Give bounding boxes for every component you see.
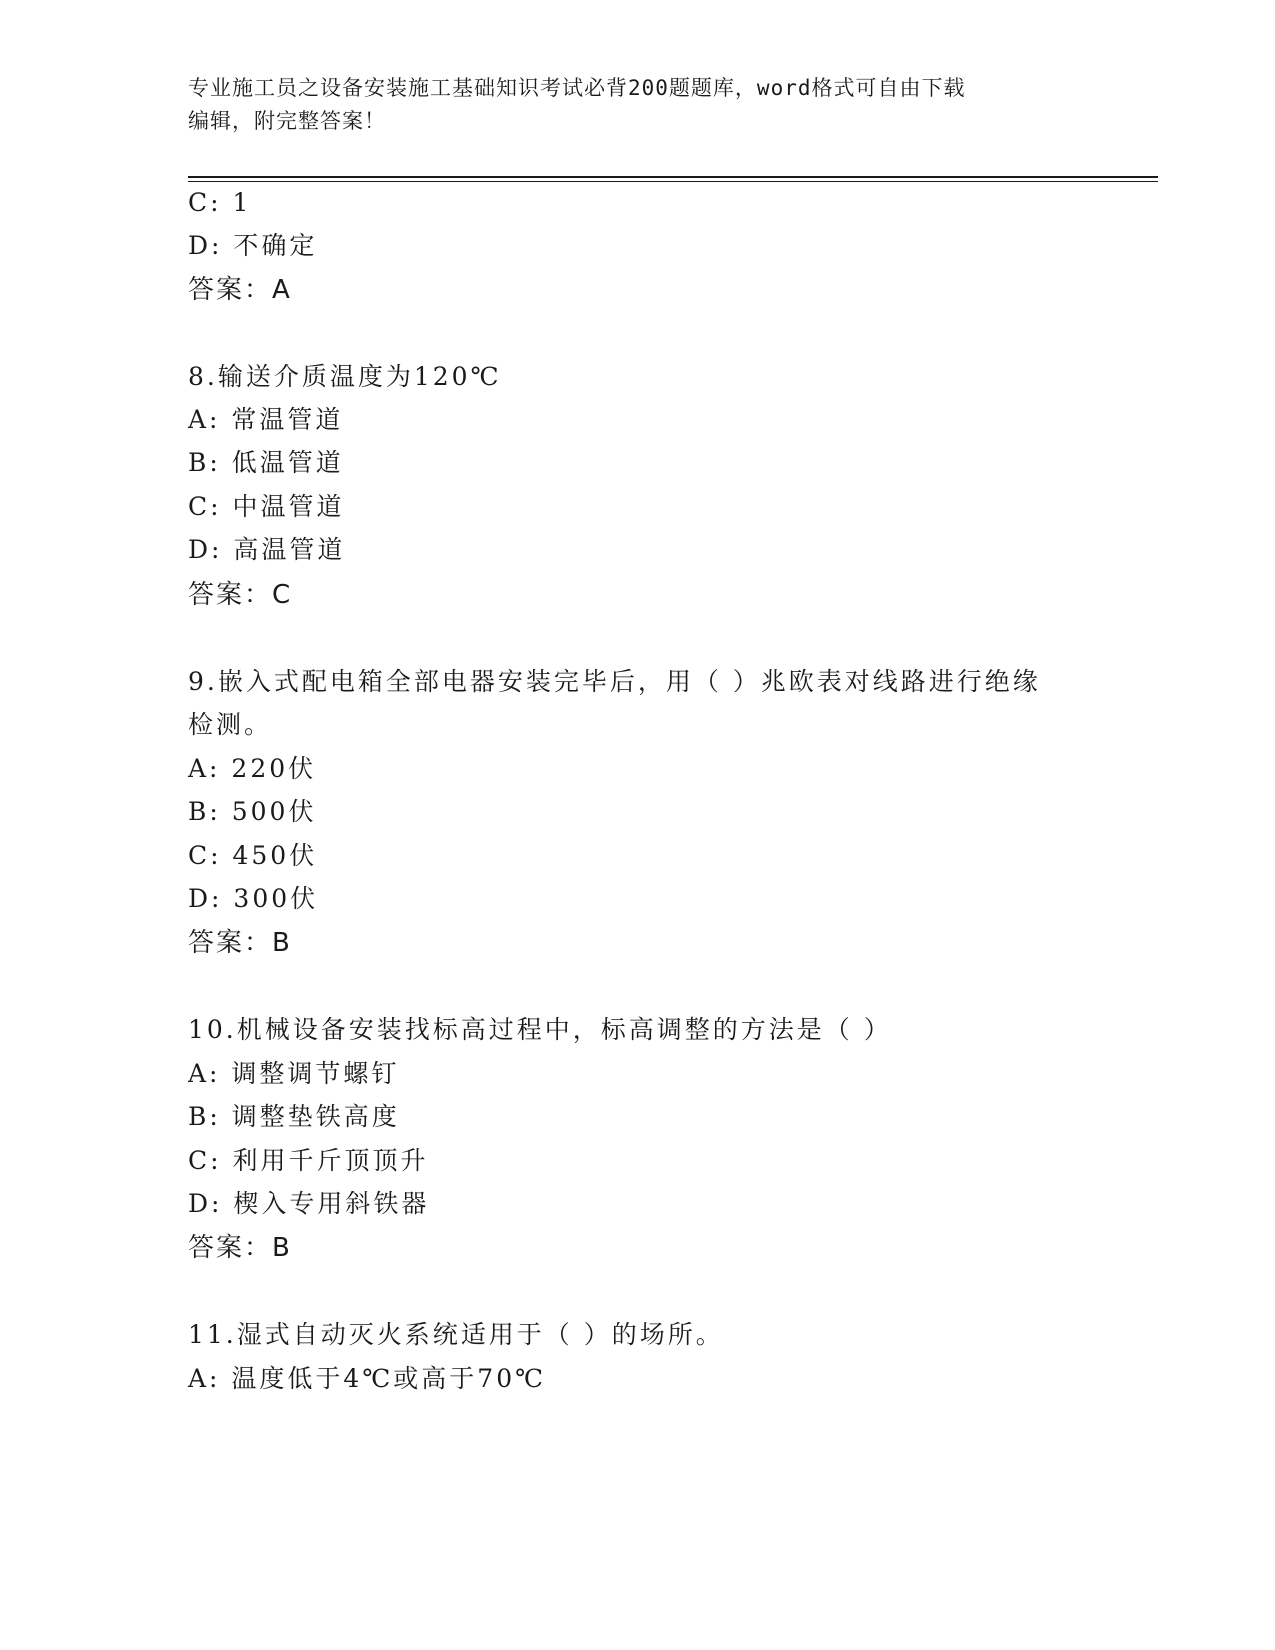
- q8-option-b: B: 低温管道: [188, 448, 344, 477]
- q9-answer: 答案：B: [188, 928, 292, 958]
- q10-question: 10.机械设备安装找标高过程中，标高调整的方法是（ ）: [188, 1015, 892, 1044]
- q9-option-b: B: 500伏: [188, 797, 317, 826]
- header-line-2: 编辑，附完整答案！: [188, 109, 386, 133]
- q8-answer: 答案：C: [188, 580, 293, 610]
- q9-option-d: D: 300伏: [188, 884, 319, 913]
- q8-option-a: A: 常温管道: [188, 405, 344, 434]
- q9-question-line-2: 检测。: [188, 710, 273, 739]
- q10-option-c: C: 利用千斤顶顶升: [188, 1146, 429, 1175]
- q9-option-a: A: 220伏: [188, 754, 317, 783]
- q9-question-line-1: 9.嵌入式配电箱全部电器安装完毕后，用（ ）兆欧表对线路进行绝缘: [188, 667, 1041, 696]
- q10-option-b: B: 调整垫铁高度: [188, 1102, 400, 1131]
- q8-option-c: C: 中温管道: [188, 492, 345, 521]
- q10-option-d: D: 楔入专用斜铁器: [188, 1189, 430, 1218]
- q10-option-a: A: 调整调节螺钉: [188, 1059, 400, 1088]
- q11-option-a: A: 温度低于4℃或高于70℃: [188, 1364, 547, 1393]
- q7-option-c: C: 1: [188, 188, 252, 217]
- header-rule-thin: [188, 181, 1158, 182]
- q7-option-d: D: 不确定: [188, 231, 318, 260]
- q9-option-c: C: 450伏: [188, 841, 318, 870]
- header-line-1: 专业施工员之设备安装施工基础知识考试必背200题题库，word格式可自由下载: [188, 76, 966, 100]
- q10-answer: 答案：B: [188, 1233, 292, 1263]
- document-header: [188, 72, 1068, 138]
- q11-question: 11.湿式自动灭火系统适用于（ ）的场所。: [188, 1320, 724, 1349]
- q7-answer: 答案：A: [188, 275, 292, 305]
- q8-question: 8.输送介质温度为120℃: [188, 362, 502, 391]
- header-rule-thick: [188, 176, 1158, 178]
- q8-option-d: D: 高温管道: [188, 535, 346, 564]
